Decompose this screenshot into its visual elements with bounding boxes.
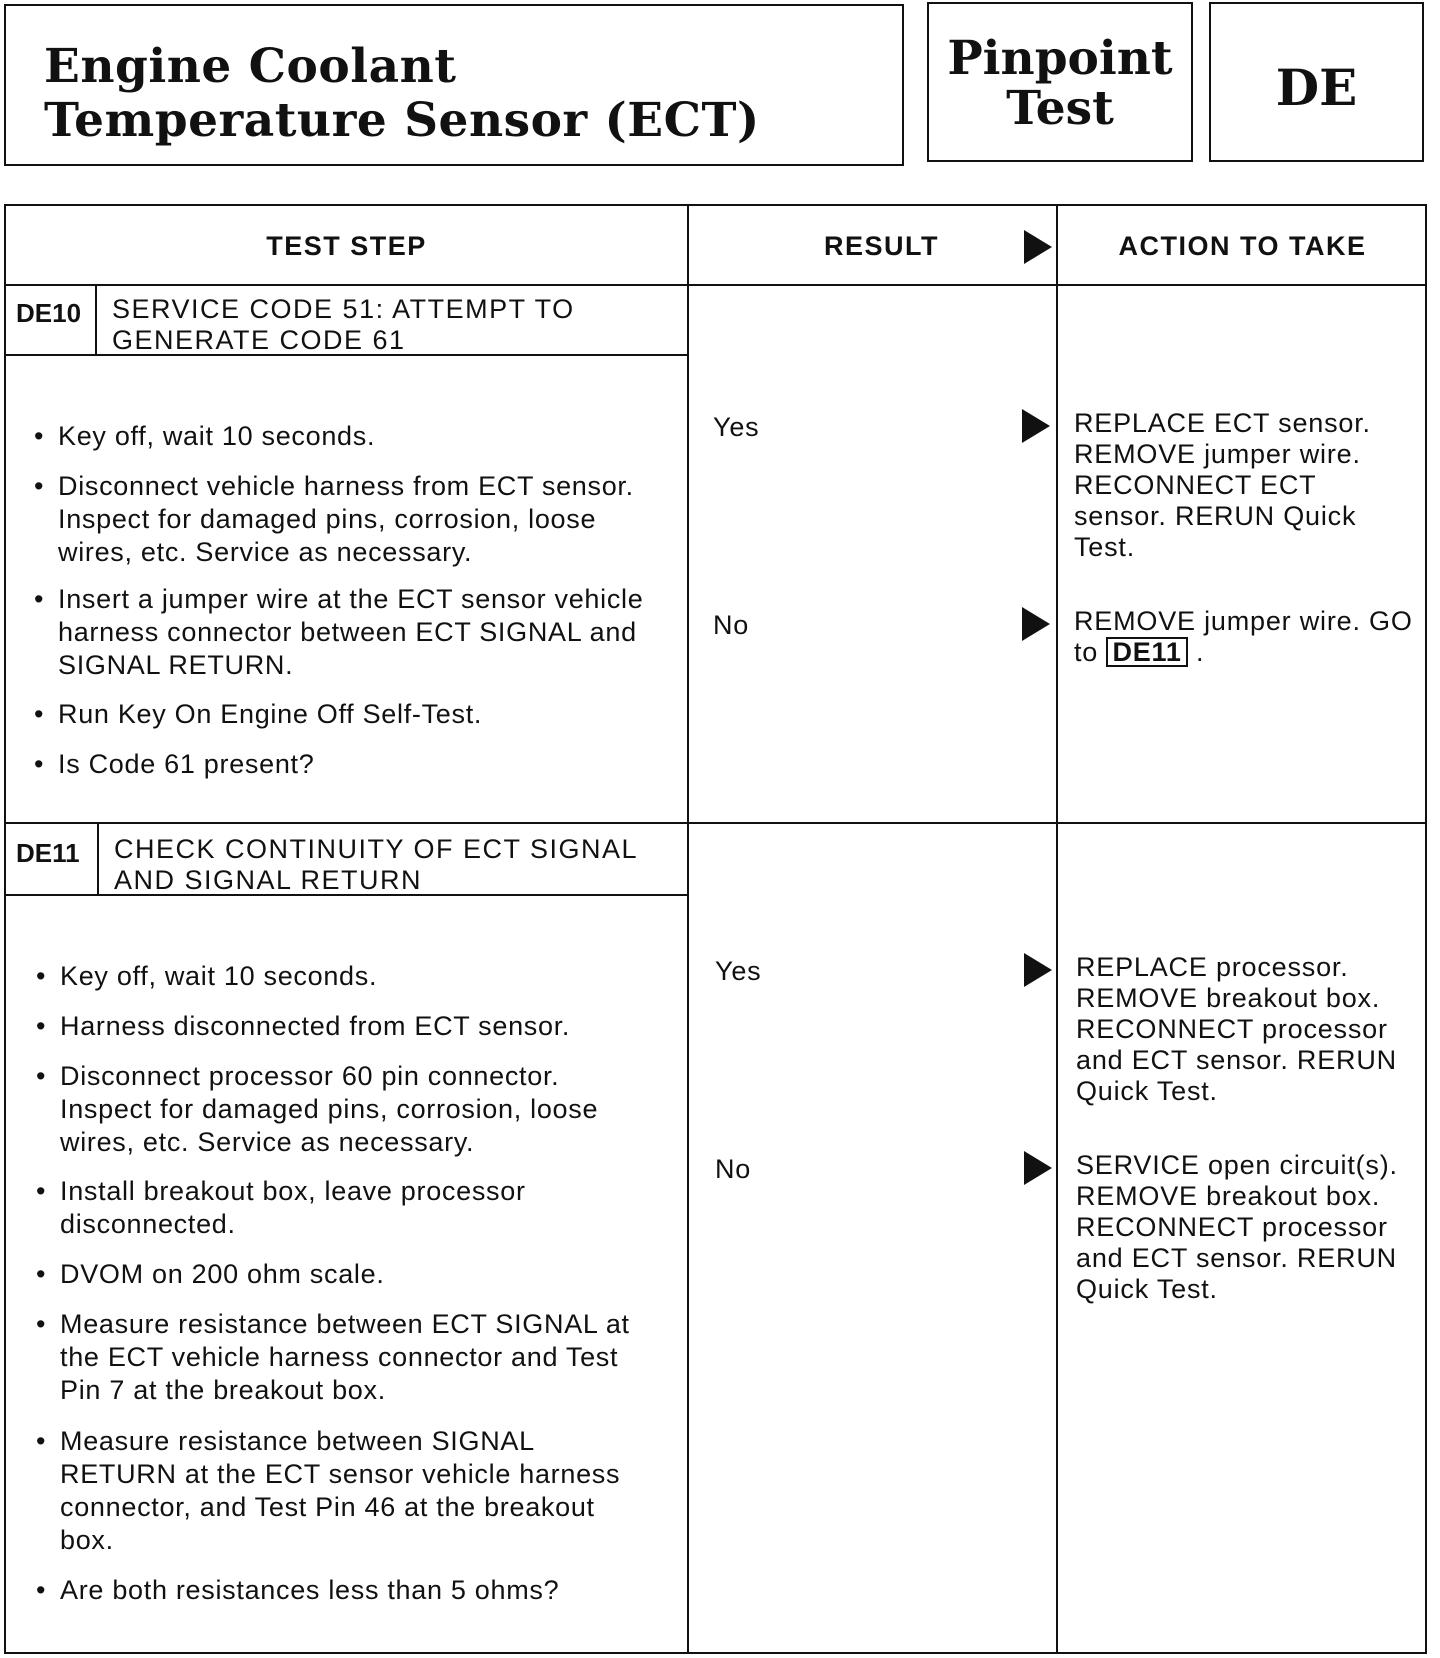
col-header-test-step: TEST STEP [266, 231, 427, 261]
step-reference-link[interactable]: DE11 [1106, 637, 1187, 667]
title-box [4, 4, 904, 166]
step-instructions [36, 1258, 656, 1291]
instruction-item: • Measure resistance between SIGNAL RETURN at the ECT sensor vehicle harness connector, and Test Pin 46 at the breakout box. [36, 1425, 656, 1557]
pinpoint-test-box [927, 2, 1193, 162]
step-instructions [34, 583, 654, 682]
test-label: Test [1006, 81, 1114, 136]
action-text: REPLACE processor. REMOVE breakout box. RECONNECT processor and ECT sensor. RERUN Quick Test. [1076, 952, 1397, 1106]
step-divider [6, 822, 1425, 824]
instruction-item: • Are both resistances less than 5 ohms? [36, 1574, 656, 1607]
instruction-item: • Key off, wait 10 seconds. [34, 420, 654, 453]
step-instructions [36, 1425, 656, 1557]
action-text [1074, 606, 1414, 668]
step-id-divider [97, 822, 99, 894]
instruction-item: • Install breakout box, leave processor disconnected. [36, 1175, 656, 1241]
arrow-icon [1022, 409, 1050, 443]
step-instructions [34, 420, 654, 453]
step-instructions [36, 1175, 656, 1241]
step-title-underline [6, 894, 687, 896]
instruction-item: • Is Code 61 present? [34, 748, 654, 781]
step-title-line: GENERATE CODE 61 [112, 325, 406, 355]
step-instructions [36, 1574, 656, 1607]
step-title [114, 834, 674, 896]
action-text-suffix: . [1196, 637, 1205, 667]
step-title-line: AND SIGNAL RETURN [114, 865, 423, 895]
instruction-item: • Insert a jumper wire at the ECT sensor vehicle harness connector between ECT SIGNAL and SIGNAL RETURN. [34, 583, 654, 682]
result-yes: Yes [713, 412, 760, 442]
arrow-icon [1024, 230, 1052, 264]
action-text-prefix: REMOVE jumper wire. GO to [1074, 606, 1413, 667]
step-instructions [36, 960, 656, 993]
step-instructions [34, 698, 654, 731]
pinpoint-table [4, 204, 1427, 1654]
step-instructions [36, 1010, 656, 1043]
instruction-item: • Key off, wait 10 seconds. [36, 960, 656, 993]
step-instructions [34, 470, 654, 569]
title-line-1: Engine Coolant [44, 39, 457, 94]
arrow-icon [1022, 607, 1050, 641]
step-instructions [34, 748, 654, 781]
arrow-icon [1024, 953, 1052, 987]
step-instructions [36, 1308, 656, 1407]
instruction-item: • Disconnect processor 60 pin connector. Inspect for damaged pins, corrosion, loose wires, etc. Service as necessary. [36, 1060, 656, 1159]
step-id: DE10 [16, 298, 82, 328]
column-divider [1056, 206, 1058, 1652]
step-title-line: SERVICE CODE 51: ATTEMPT TO [112, 294, 575, 324]
test-code-box [1209, 2, 1424, 162]
col-header-result: RESULT [824, 231, 939, 261]
result-no: No [715, 1154, 752, 1184]
instruction-item: • Disconnect vehicle harness from ECT sensor. Inspect for damaged pins, corrosion, loose wires, etc. Service as necessary. [34, 470, 654, 569]
test-code: DE [1275, 58, 1358, 117]
step-title [112, 294, 672, 356]
step-title-line: CHECK CONTINUITY OF ECT SIGNAL [114, 834, 639, 864]
instruction-item: • Measure resistance between ECT SIGNAL at the ECT vehicle harness connector and Test Pin 7 at the breakout box. [36, 1308, 656, 1407]
result-yes: Yes [715, 956, 762, 986]
arrow-icon [1024, 1151, 1052, 1185]
title-line-2: Temperature Sensor (ECT) [44, 93, 760, 148]
step-id-divider [95, 284, 97, 354]
col-header-action: ACTION TO TAKE [1118, 231, 1367, 261]
result-no: No [713, 610, 750, 640]
page-title [44, 40, 760, 148]
column-divider [687, 206, 689, 1652]
step-instructions [36, 1060, 656, 1159]
step-id: DE11 [16, 838, 80, 868]
action-text: SERVICE open circuit(s). REMOVE breakout box. RECONNECT processor and ECT sensor. RERUN Quick Test. [1076, 1150, 1398, 1304]
action-text: REPLACE ECT sensor. REMOVE jumper wire. RECONNECT ECT sensor. RERUN Quick Test. [1074, 408, 1371, 562]
instruction-item: • Run Key On Engine Off Self-Test. [34, 698, 654, 731]
step-title-underline [6, 354, 687, 356]
instruction-item: • DVOM on 200 ohm scale. [36, 1258, 656, 1291]
instruction-item: • Harness disconnected from ECT sensor. [36, 1010, 656, 1043]
pinpoint-label: Pinpoint [947, 31, 1173, 86]
